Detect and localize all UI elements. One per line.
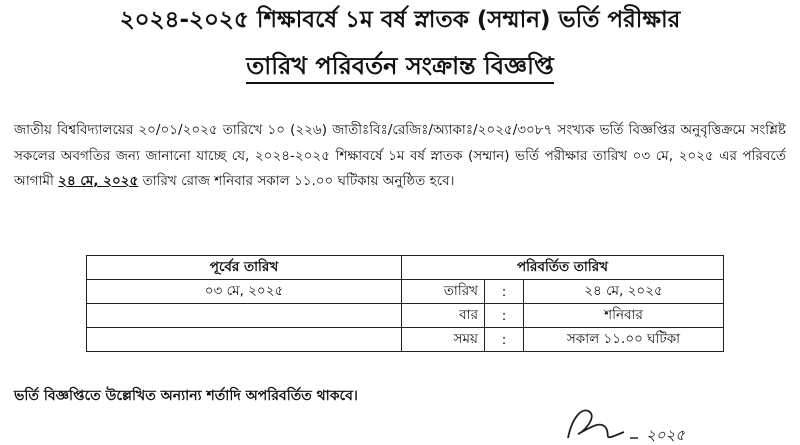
notice-title-line2-text: তারিখ পরিবর্তন সংক্রান্ত বিজ্ঞপ্তি	[246, 52, 553, 84]
row-separator: :	[485, 280, 524, 304]
table-row	[87, 280, 724, 304]
empty-cell	[87, 304, 402, 328]
notice-footer: ভর্তি বিজ্ঞপ্তিতে উল্লেখিত অন্যান্য শর্তাদি অপরিবর্তিত থাকবে।	[14, 388, 358, 404]
row-label: বার	[402, 304, 485, 328]
row-value: ২৪ মে, ২০২৫	[524, 280, 724, 304]
empty-cell	[87, 328, 402, 352]
row-separator: :	[485, 304, 524, 328]
row-value: শনিবার	[524, 304, 724, 328]
row-label: তারিখ	[402, 280, 485, 304]
notice-body	[14, 118, 786, 195]
row-value: সকাল ১১.০০ ঘটিকা	[524, 328, 724, 352]
header-changed-date: পরিবর্তিত তারিখ	[402, 256, 724, 280]
previous-date-cell: ০৩ মে, ২০২৫	[87, 280, 402, 304]
signature-date: ২০২৫	[646, 426, 685, 444]
table-header-row	[87, 256, 724, 280]
row-label: সময়	[402, 328, 485, 352]
notice-body-part1: জাতীয় বিশ্ববিদ্যালয়ের ২০/০১/২০২৫ তারিখে ১০ (২২৬) জাতীঃবিঃ/রেজিঃ/অ্যাকাঃ/২০২৫/৩০৮৭ সংখ্যক ভর্তি বিজ্ঞপ্তির অনুবৃত্তিক্রমে সংশ্লিষ্ট সকলের অবগতির জন্য জানানো যাচ্ছে যে, ২০২৪-২০২৫ শিক্ষাবর্ষে ১ম বর্ষ স্নাতক (সম্মান) ভর্তি পরীক্ষার তারিখ ০৩ মে, ২০২৫ এর পরিবর্তে আগামী	[14, 122, 786, 189]
row-separator: :	[485, 328, 524, 352]
notice-body-highlight-date: ২৪ মে, ২০২৫	[58, 173, 139, 189]
notice-title-line1: ২০২৪-২০২৫ শিক্ষাবর্ষে ১ম বর্ষ স্নাতক (সম্মান) ভর্তি পরীক্ষার	[119, 7, 681, 33]
header-previous-date: পূর্বের তারিখ	[87, 256, 402, 280]
table-row	[87, 304, 724, 328]
table-row	[87, 328, 724, 352]
signature-image	[560, 398, 720, 445]
date-change-table	[86, 255, 724, 352]
notice-title-line2	[0, 50, 800, 82]
notice-body-part2: তারিখ রোজ শনিবার সকাল ১১.০০ ঘটিকায় অনুষ্ঠিত হবে।	[138, 173, 455, 189]
